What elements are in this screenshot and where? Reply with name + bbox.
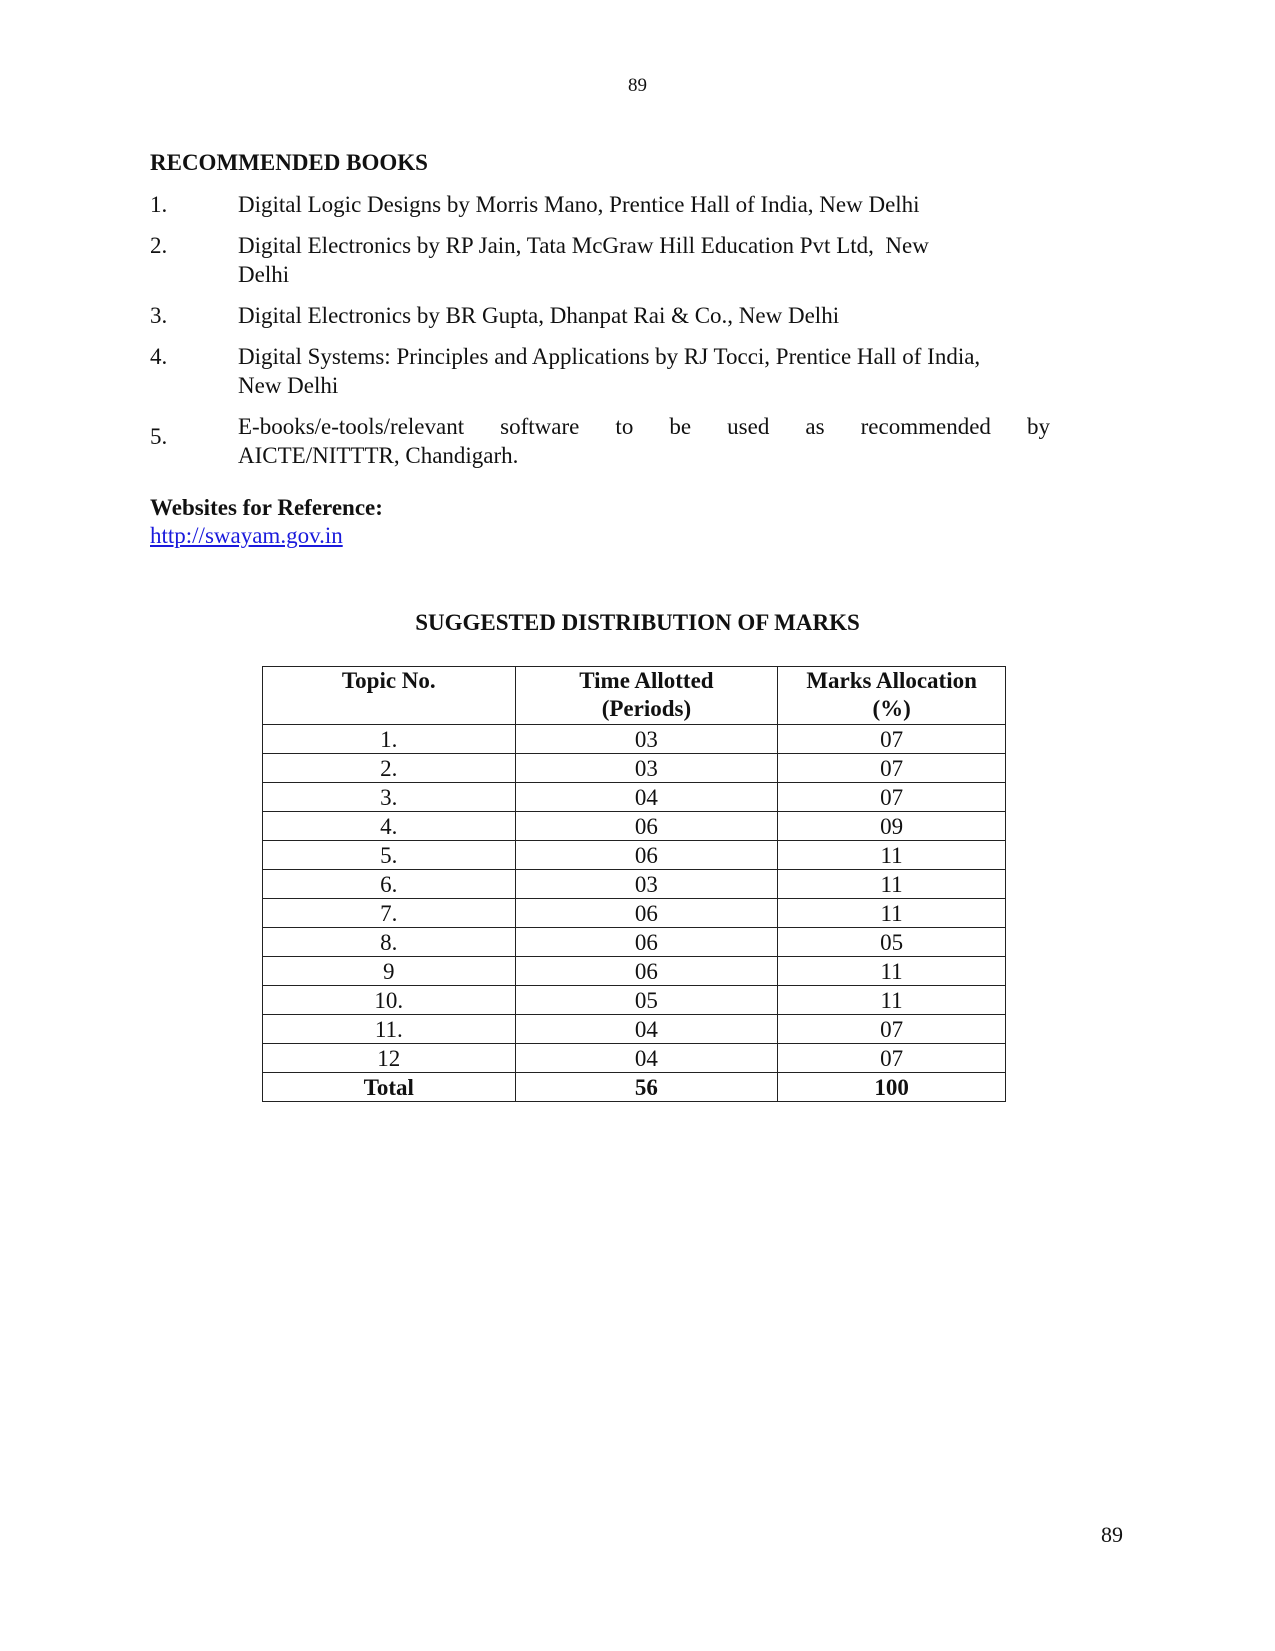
table-body <box>263 725 1006 1073</box>
book-text: Digital Logic Designs by Morris Mano, Prentice Hall of India, New Delhi <box>238 192 920 217</box>
table-row <box>263 754 1006 783</box>
websites-heading: Websites for Reference: <box>150 495 383 520</box>
cell-time-allotted: 06 <box>515 928 778 957</box>
book-item <box>150 231 1050 289</box>
cell-marks-allocation: 07 <box>778 1044 1006 1073</box>
table-row <box>263 986 1006 1015</box>
cell-topic-no: 9 <box>263 957 516 986</box>
cell-time-allotted: 06 <box>515 957 778 986</box>
cell-marks-allocation: 05 <box>778 928 1006 957</box>
book-item <box>150 190 1050 219</box>
book-number: 4. <box>150 344 168 369</box>
table-row <box>263 783 1006 812</box>
book-text-line: AICTE/NITTTR, Chandigarh. <box>238 443 519 468</box>
book-text-line: Digital Systems: Principles and Applications by RJ Tocci, Prentice Hall of India, <box>238 344 981 369</box>
book-text <box>238 231 1050 289</box>
book-number: 5. <box>150 424 168 449</box>
cell-topic-no: 10. <box>263 986 516 1015</box>
table-row <box>263 928 1006 957</box>
cell-marks-allocation: 07 <box>778 754 1006 783</box>
book-number: 1. <box>150 192 168 217</box>
table-row <box>263 725 1006 754</box>
cell-topic-no: 7. <box>263 899 516 928</box>
swayam-link[interactable]: http://swayam.gov.in <box>150 523 343 548</box>
book-item <box>150 412 1050 470</box>
page-number-top: 89 <box>628 75 647 96</box>
table-row <box>263 812 1006 841</box>
header-line: (%) <box>872 696 911 721</box>
header-line: (Periods) <box>601 696 692 721</box>
book-text-line: Delhi <box>238 262 290 287</box>
cell-time-allotted: 03 <box>515 725 778 754</box>
total-marks: 100 <box>778 1073 1006 1102</box>
cell-topic-no: 3. <box>263 783 516 812</box>
page-number-bottom: 89 <box>1101 1522 1123 1547</box>
book-number: 3. <box>150 303 168 328</box>
header-line: Time Allotted <box>579 668 714 693</box>
cell-marks-allocation: 11 <box>778 870 1006 899</box>
book-number: 2. <box>150 233 168 258</box>
cell-topic-no: 8. <box>263 928 516 957</box>
cell-time-allotted: 04 <box>515 783 778 812</box>
cell-marks-allocation: 09 <box>778 812 1006 841</box>
table-row <box>263 957 1006 986</box>
cell-marks-allocation: 07 <box>778 783 1006 812</box>
total-periods: 56 <box>515 1073 778 1102</box>
table-total-row <box>263 1073 1006 1102</box>
recommended-books-heading: RECOMMENDED BOOKS <box>150 150 428 175</box>
cell-time-allotted: 03 <box>515 870 778 899</box>
cell-time-allotted: 05 <box>515 986 778 1015</box>
cell-marks-allocation: 07 <box>778 725 1006 754</box>
cell-marks-allocation: 07 <box>778 1015 1006 1044</box>
cell-time-allotted: 04 <box>515 1044 778 1073</box>
cell-topic-no: 11. <box>263 1015 516 1044</box>
book-text-line: Digital Electronics by RP Jain, Tata McGraw Hill Education Pvt Ltd, New <box>238 233 929 258</box>
header-line: Topic No. <box>341 668 436 693</box>
total-label: Total <box>263 1073 516 1102</box>
cell-marks-allocation: 11 <box>778 841 1006 870</box>
cell-marks-allocation: 11 <box>778 986 1006 1015</box>
marks-table-title: SUGGESTED DISTRIBUTION OF MARKS <box>415 610 860 635</box>
book-item <box>150 342 1050 400</box>
table-row <box>263 899 1006 928</box>
table-row <box>263 841 1006 870</box>
marks-distribution-table <box>262 666 1006 1102</box>
book-text: Digital Electronics by BR Gupta, Dhanpat Rai & Co., New Delhi <box>238 303 840 328</box>
book-item <box>150 301 1050 330</box>
cell-topic-no: 5. <box>263 841 516 870</box>
book-text <box>238 342 1050 400</box>
cell-time-allotted: 03 <box>515 754 778 783</box>
cell-topic-no: 2. <box>263 754 516 783</box>
cell-topic-no: 1. <box>263 725 516 754</box>
recommended-books-list <box>150 190 1050 482</box>
book-text-line: New Delhi <box>238 373 339 398</box>
header-time-allotted <box>515 667 778 725</box>
table-row <box>263 1015 1006 1044</box>
table-row <box>263 870 1006 899</box>
book-text-line: E-books/e-tools/relevant software to be used as recommended by <box>238 414 1050 439</box>
header-marks-allocation <box>778 667 1006 725</box>
cell-time-allotted: 06 <box>515 812 778 841</box>
cell-topic-no: 4. <box>263 812 516 841</box>
table-header-row <box>263 667 1006 725</box>
cell-time-allotted: 04 <box>515 1015 778 1044</box>
cell-marks-allocation: 11 <box>778 957 1006 986</box>
header-line: Marks Allocation <box>806 668 977 693</box>
cell-time-allotted: 06 <box>515 841 778 870</box>
header-topic-no <box>263 667 516 725</box>
cell-time-allotted: 06 <box>515 899 778 928</box>
table-row <box>263 1044 1006 1073</box>
cell-marks-allocation: 11 <box>778 899 1006 928</box>
cell-topic-no: 12 <box>263 1044 516 1073</box>
cell-topic-no: 6. <box>263 870 516 899</box>
book-text <box>238 412 1050 470</box>
